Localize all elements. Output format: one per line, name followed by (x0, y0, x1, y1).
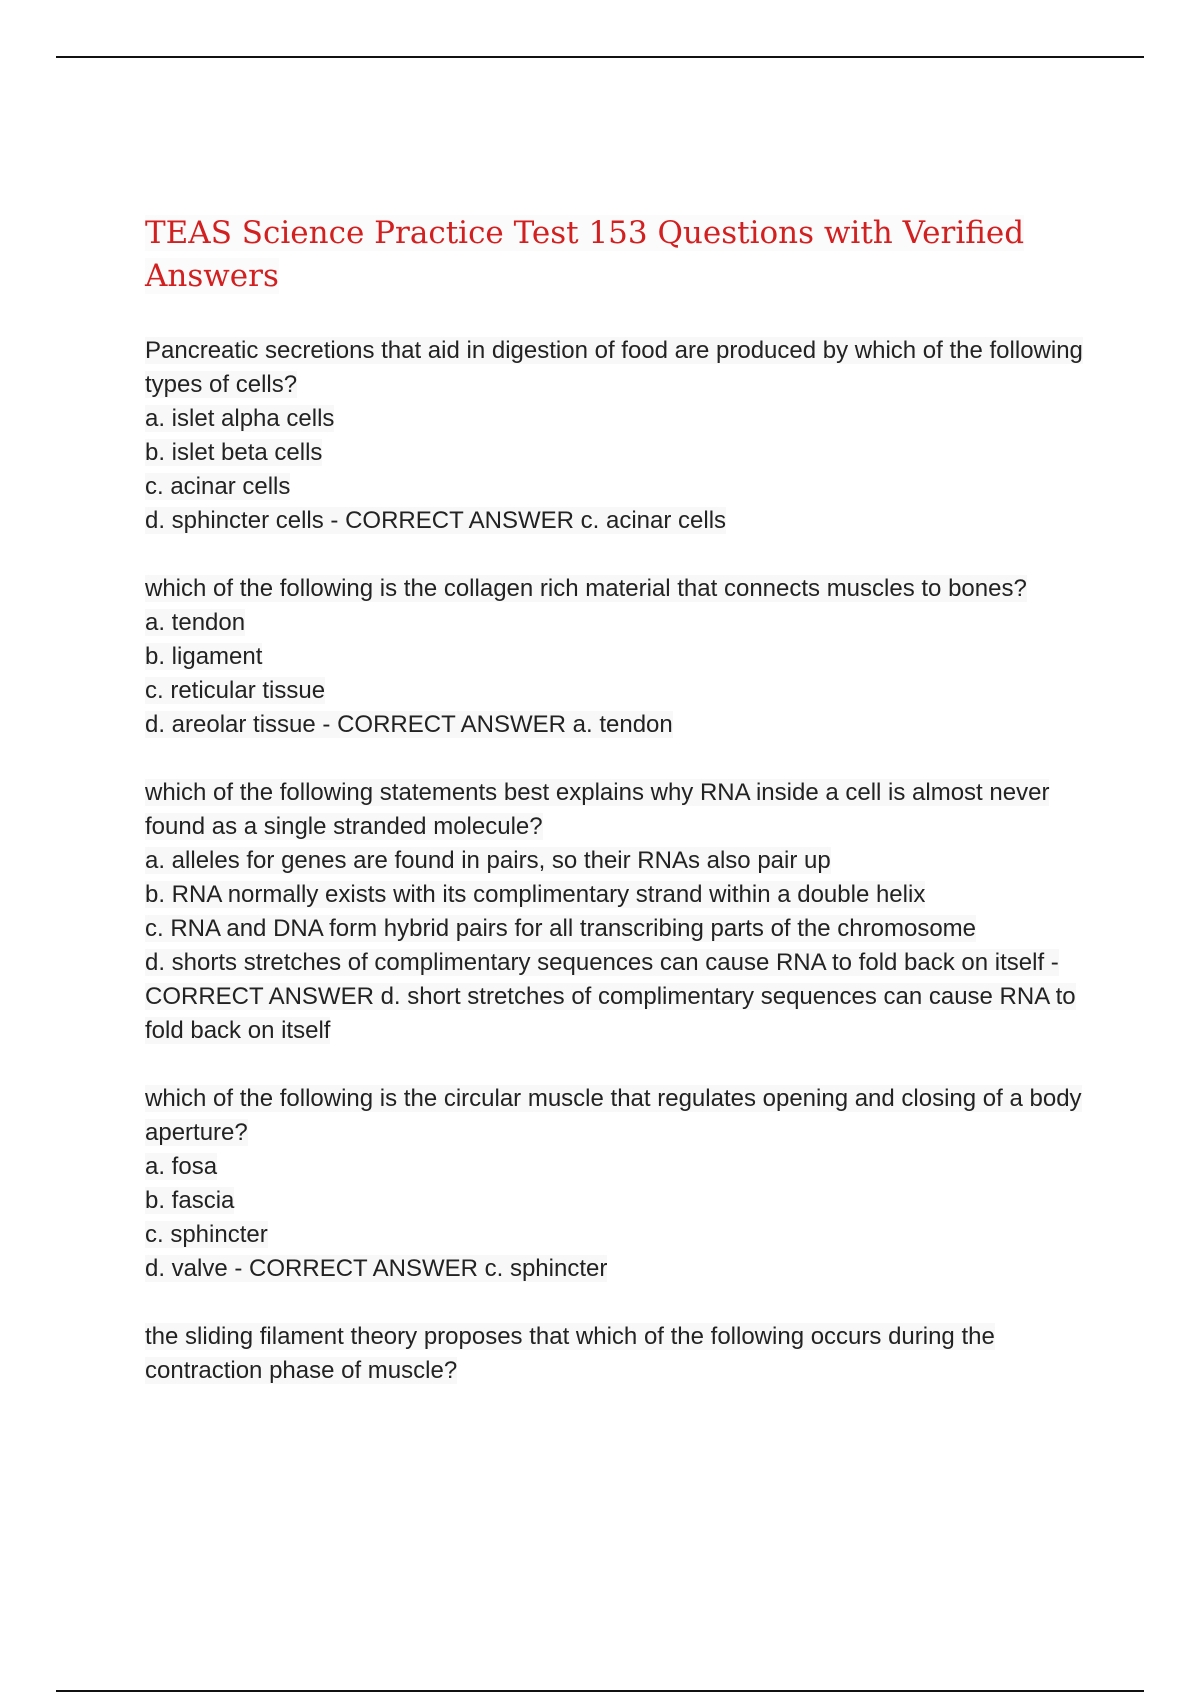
option-a: a. islet alpha cells (145, 405, 335, 432)
option-d-with-answer: d. valve - CORRECT ANSWER c. sphincter (145, 1255, 608, 1282)
question-text: the sliding filament theory proposes that which of the following occurs during the contraction phase of muscle? (145, 1323, 995, 1384)
question-text: Pancreatic secretions that aid in digestion of food are produced by which of the following types of cells? (145, 337, 1083, 398)
question-block-3 (145, 776, 1095, 1048)
option-c: c. reticular tissue (145, 677, 326, 704)
option-d-with-answer: d. shorts stretches of complimentary sequences can cause RNA to fold back on itself - CORRECT ANSWER d. short stretches of complimentary sequences can cause RNA to fold back on itself (145, 949, 1076, 1044)
question-text: which of the following is the circular muscle that regulates opening and closing of a body aperture? (145, 1085, 1082, 1146)
option-a: a. tendon (145, 609, 246, 636)
option-b: b. islet beta cells (145, 439, 323, 466)
option-c: c. RNA and DNA form hybrid pairs for all transcribing parts of the chromosome (145, 915, 976, 942)
document-body (145, 212, 1095, 1422)
option-c: c. sphincter (145, 1221, 268, 1248)
bottom-rule (56, 1690, 1144, 1692)
top-rule (56, 56, 1144, 58)
document-title: TEAS Science Practice Test 153 Questions with Verified Answers (145, 215, 1025, 294)
question-block-1 (145, 334, 1095, 538)
option-c: c. acinar cells (145, 473, 291, 500)
question-text: which of the following is the collagen rich material that connects muscles to bones? (145, 575, 1027, 602)
question-block-2 (145, 572, 1095, 742)
option-a: a. fosa (145, 1153, 218, 1180)
option-b: b. RNA normally exists with its complimentary strand within a double helix (145, 881, 926, 908)
option-b: b. ligament (145, 643, 263, 670)
option-b: b. fascia (145, 1187, 235, 1214)
question-text: which of the following statements best explains why RNA inside a cell is almost never found as a single stranded molecule? (145, 779, 1050, 840)
question-block-4 (145, 1082, 1095, 1286)
question-block-5 (145, 1320, 1095, 1388)
option-d-with-answer: d. sphincter cells - CORRECT ANSWER c. acinar cells (145, 507, 727, 534)
title-block (145, 212, 1025, 298)
option-d-with-answer: d. areolar tissue - CORRECT ANSWER a. tendon (145, 711, 673, 738)
option-a: a. alleles for genes are found in pairs, so their RNAs also pair up (145, 847, 831, 874)
